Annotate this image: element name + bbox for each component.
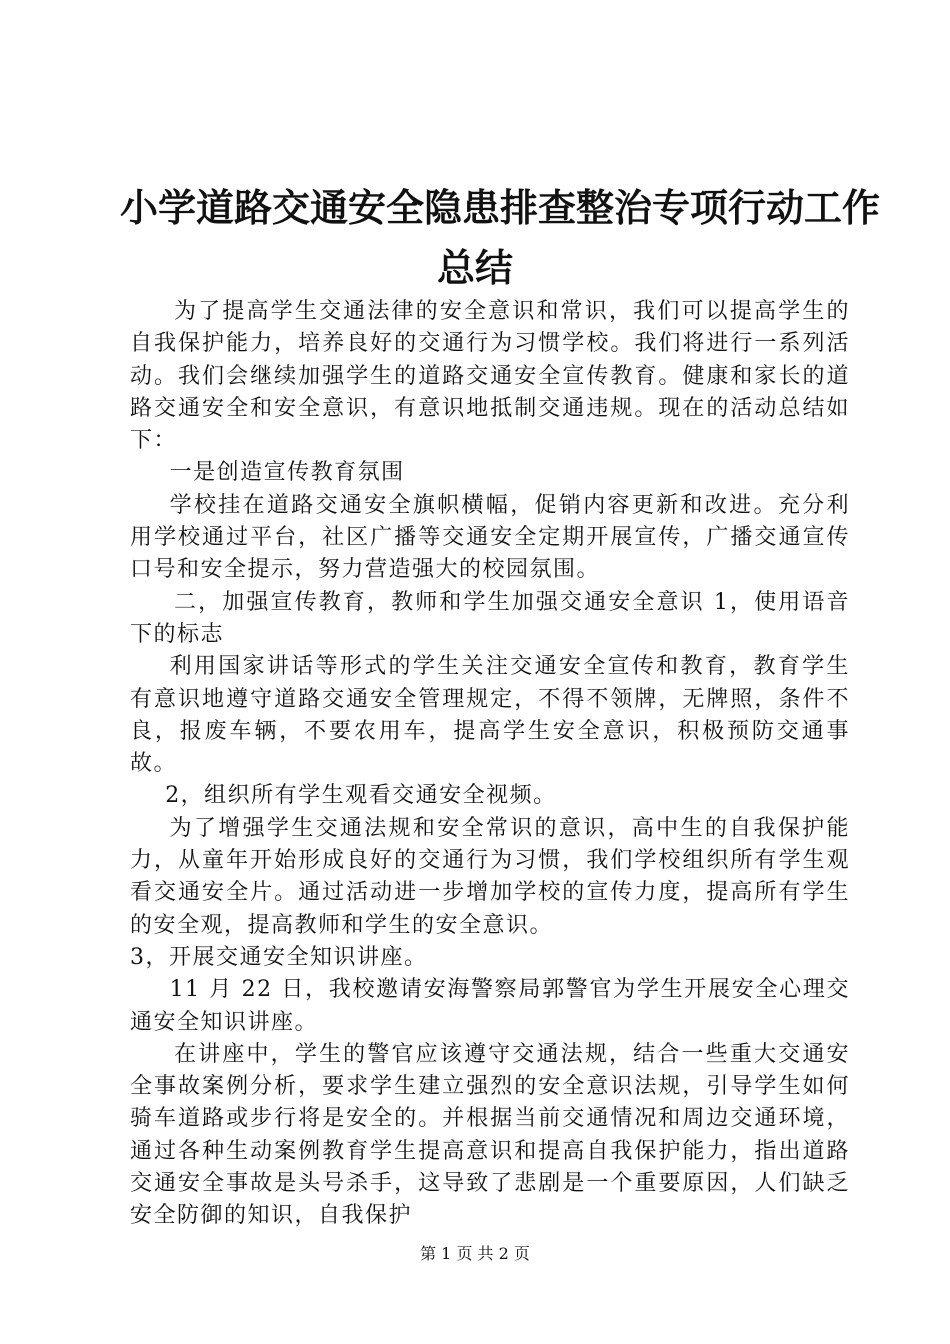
paragraph-lecture-content: 在讲座中，学生的警官应该遵守交通法规，结合一些重大交通安全事故案例分析，要求学生建立强烈的安全意识法规，引导学生如何骑车道路或步行将是安全的。并根据当前交通情况和周边交通环境，通过各种生动案例教育学生提高意识和提高自我保护能力，指出道路交通安全事故是头号杀手，这导致了悲剧是一个重要原因，人们缺乏安全防御的知识，自我保护 (130, 1041, 850, 1229)
section-heading-2: 二，加强宣传教育，教师和学生加强交通安全意识 1，使用语音下的标志 (130, 589, 850, 647)
paragraph-atmosphere: 学校挂在道路交通安全旗帜横幅，促销内容更新和改进。充分利用学校通过平台，社区广播等交通安全定期开展宣传，广播交通宣传口号和安全提示，努力营造强大的校园氛围。 (130, 492, 850, 583)
section-heading-1: 一是创造宣传教育氛围 (169, 460, 405, 486)
document-title-line-1: 小学道路交通安全隐患排查整治专项行动工作 (120, 186, 881, 230)
subsection-heading-2: 2，组织所有学生观看交通安全视频。 (165, 783, 557, 809)
paragraph-education: 利用国家讲话等形式的学生关注交通安全宣传和教育，教育学生有意识地遵守道路交通安全管理规定，不得不领牌，无牌照，条件不良，报废车辆，不要农用车，提高学生安全意识，积极预防交通事故。 (130, 654, 850, 777)
page-footer: 第 1 页 共 2 页 (420, 1244, 530, 1263)
paragraph-lecture-date: 11 月 22 日，我校邀请安海警察局郭警官为学生开展安全心理交通安全知识讲座。 (130, 977, 850, 1035)
document-body (130, 296, 850, 1233)
subsection-heading-3: 3，开展交通安全知识讲座。 (130, 944, 428, 970)
document-title-line-2: 总结 (436, 246, 513, 290)
paragraph-intro: 为了提高学生交通法律的安全意识和常识，我们可以提高学生的自我保护能力，培养良好的交通行为习惯学校。我们将进行一系列活动。我们会继续加强学生的道路交通安全宣传教育。健康和家长的道路交通安全和安全意识，有意识地抵制交通违规。现在的活动总结如下： (130, 299, 850, 454)
paragraph-video: 为了增强学生交通法规和安全常识的意识，高中生的自我保护能力，从童年开始形成良好的交通行为习惯，我们学校组织所有学生观看交通安全片。通过活动进一步增加学校的宣传力度，提高所有学生的安全观，提高教师和学生的安全意识。 (130, 815, 850, 938)
